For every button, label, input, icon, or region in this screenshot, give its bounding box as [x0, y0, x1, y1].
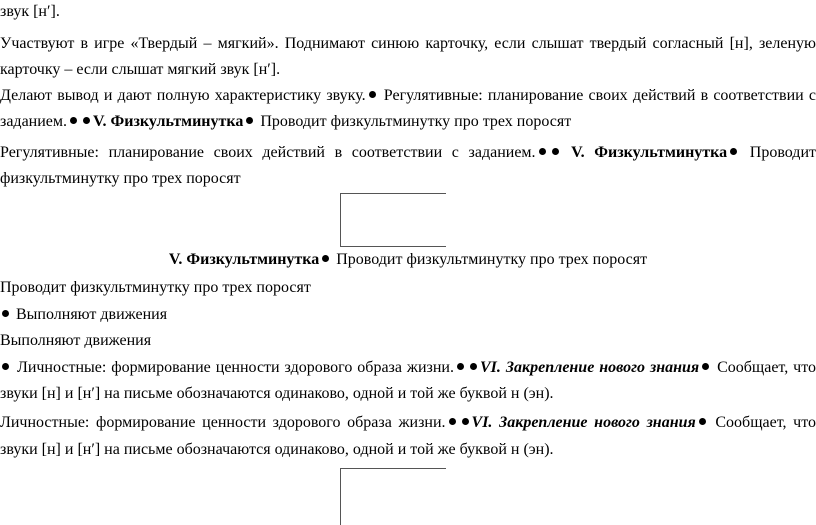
line-10 [0, 305, 816, 325]
line-15 [0, 440, 816, 460]
frame-bottom-line [340, 246, 446, 247]
line-7 [0, 169, 816, 189]
line-2 [0, 34, 816, 54]
text: Проводит физкультминутку про трех поросят [0, 279, 311, 296]
line-4 [0, 86, 816, 106]
line-11 [0, 331, 816, 351]
section-heading: V. Физкультминутка [571, 144, 728, 161]
text: Личностные: формирование ценности здорового образа жизни. [12, 359, 454, 376]
bullet-icon [83, 117, 90, 124]
text: Регулятивные: планирование своих действий в соответствии с заданием. [0, 144, 536, 161]
frame-left-line [340, 193, 341, 247]
text: Личностные: формирование ценности здорового образа жизни. [0, 414, 446, 431]
text: карточку – если слышат мягкий звук [н′]. [0, 61, 281, 78]
bullet-icon [699, 418, 706, 425]
bullet-icon [702, 363, 709, 370]
bullet-icon [70, 117, 77, 124]
text: Регулятивные: планирование своих действий в соответствии с [378, 87, 816, 104]
text: Участвуют в игре «Твердый – мягкий». Поднимают синюю карточку, если слышат твердый согласный [н], зеленую [0, 35, 816, 52]
text: звук [н′]. [0, 3, 60, 20]
bullet-icon [730, 148, 737, 155]
text: Выполняют движения [12, 306, 168, 323]
text: звуки [н] и [н′] на письме обозначаются одинаково, одной и той же буквой н (эн). [0, 441, 554, 458]
line-6 [0, 143, 816, 163]
line-8 [0, 250, 816, 270]
bullet-icon [457, 363, 464, 370]
bullet-icon [470, 363, 477, 370]
text: физкультминутку про трех поросят [0, 170, 241, 187]
line-12 [0, 358, 816, 378]
bullet-icon [462, 418, 469, 425]
text: звуки [н] и [н′] на письме обозначаются одинаково, одной и той же буквой н (эн). [0, 385, 554, 402]
bullet-icon [539, 148, 546, 155]
bullet-icon [246, 117, 253, 124]
text: Проводит физкультминутку про трех поросят [256, 113, 572, 130]
section-heading: VI. Закрепление нового знания [480, 359, 700, 376]
line-13 [0, 384, 816, 404]
text: Проводит [740, 144, 816, 161]
section-heading: V. Физкультминутка [93, 113, 244, 130]
line-5 [0, 112, 816, 132]
frame-top-line [340, 193, 446, 194]
text: Проводит физкультминутку про трех поросят [332, 251, 648, 268]
section-heading: VI. Закрепление нового знания [471, 414, 696, 431]
line-14 [0, 413, 816, 433]
text: Сообщает, что [712, 359, 816, 376]
bullet-icon [449, 418, 456, 425]
bullet-icon [2, 310, 9, 317]
line-1 [0, 2, 816, 22]
bullet-icon [552, 148, 559, 155]
text: заданием. [0, 113, 68, 130]
bullet-icon [369, 91, 376, 98]
bullet-icon [322, 255, 329, 262]
text: Делают вывод и дают полную характеристику звуку. [0, 87, 366, 104]
bullet-icon [2, 363, 9, 370]
frame-left-line [340, 468, 341, 525]
section-heading: V. Физкультминутка [168, 251, 320, 268]
frame-top-line [340, 468, 446, 469]
line-3 [0, 60, 816, 80]
text: Выполняют движения [0, 332, 152, 349]
line-9 [0, 278, 816, 298]
text: Сообщает, что [708, 414, 816, 431]
